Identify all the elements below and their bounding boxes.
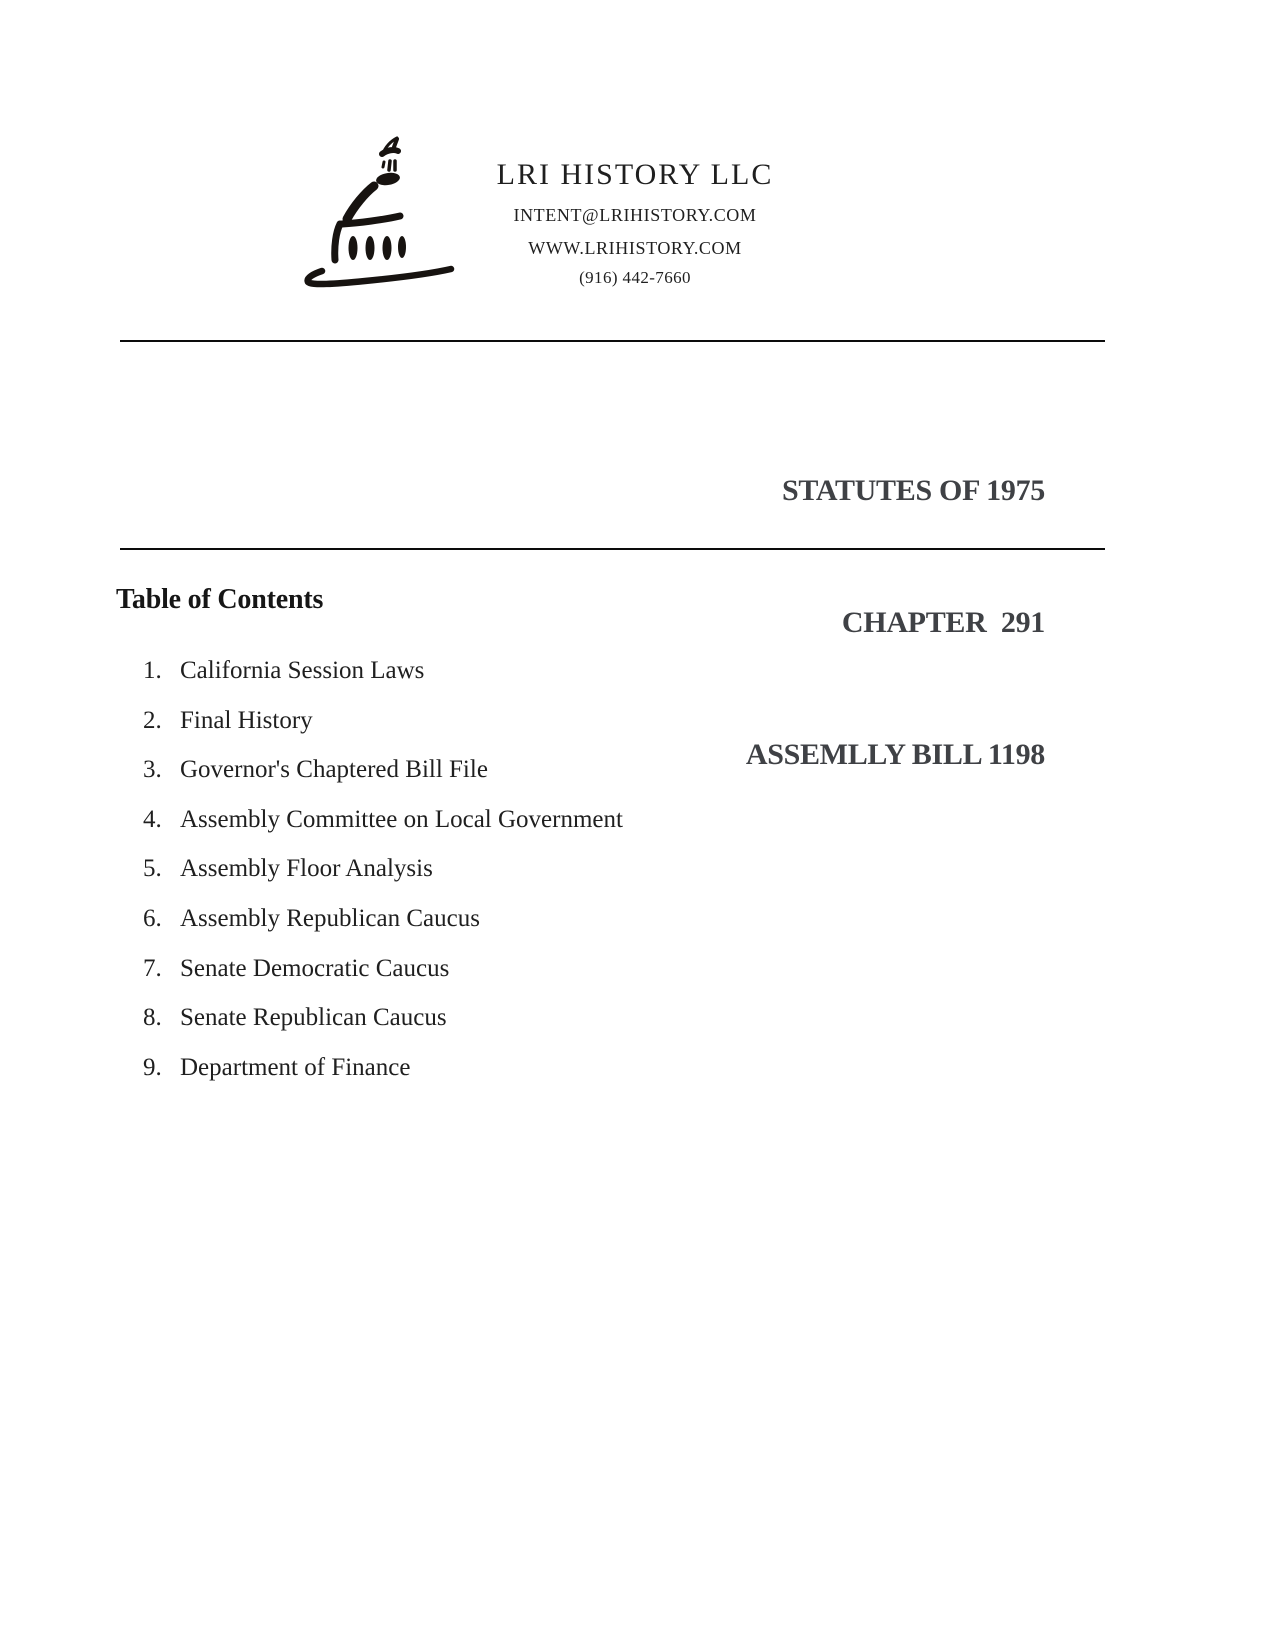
toc-item-number: 3.	[143, 756, 162, 784]
toc-item-number: 7.	[143, 954, 162, 982]
horizontal-rule-bottom	[120, 548, 1105, 550]
toc-item-number: 4.	[143, 805, 162, 833]
email-address: INTENT@LRIHISTORY.COM	[513, 205, 757, 225]
toc-item-number: 5.	[143, 855, 162, 883]
toc-item-label: Assembly Floor Analysis	[180, 855, 433, 883]
toc-item	[143, 696, 623, 746]
horizontal-rule-top	[120, 340, 1105, 342]
toc-item-number: 9.	[143, 1053, 162, 1081]
toc-heading: Table of Contents	[116, 584, 324, 615]
title-line-chapter: CHAPTER 291	[841, 606, 1045, 639]
toc-item-label: Governor's Chaptered Bill File	[180, 756, 488, 784]
toc-item-label: Department of Finance	[180, 1053, 411, 1081]
toc-item-label: Senate Democratic Caucus	[180, 954, 450, 982]
toc-item	[143, 1043, 623, 1093]
toc-item-label: Senate Republican Caucus	[180, 1004, 447, 1032]
toc-item-number: 1.	[143, 657, 162, 684]
toc-item	[143, 894, 623, 944]
toc-item	[143, 993, 623, 1043]
toc-item-number: 6.	[143, 904, 162, 932]
toc-item-label: Assembly Republican Caucus	[180, 904, 480, 932]
toc-item-label: Assembly Committee on Local Government	[180, 805, 623, 833]
toc-item	[143, 646, 623, 696]
website-url: WWW.LRIHISTORY.COM	[528, 238, 742, 258]
toc-list	[143, 646, 623, 1092]
toc-item	[143, 745, 623, 795]
title-line-bill: ASSEMLLY BILL 1198	[745, 738, 1045, 771]
title-line-statutes: STATUTES OF 1975	[781, 474, 1045, 507]
toc-item	[143, 944, 623, 994]
document-title	[746, 381, 1045, 865]
toc-item-number: 8.	[143, 1004, 162, 1032]
toc-item	[143, 795, 623, 845]
toc-item-number: 2.	[143, 706, 162, 734]
phone-number: (916) 442-7660	[579, 268, 691, 287]
toc-item-label: California Session Laws	[180, 657, 425, 684]
toc-item	[143, 844, 623, 894]
company-name: LRI HISTORY LLC	[496, 158, 774, 191]
toc-item-label: Final History	[180, 706, 313, 734]
